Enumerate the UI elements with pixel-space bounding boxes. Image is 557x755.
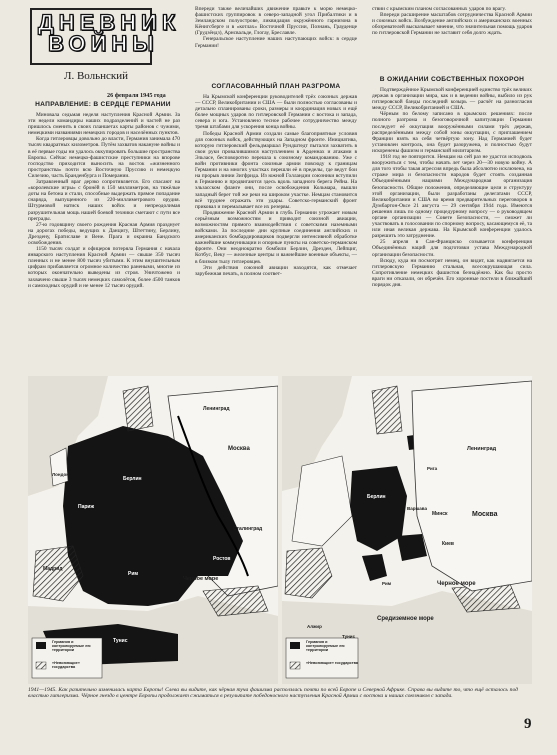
map1-legend-neutral: «Невоюющие» государства: [52, 661, 80, 670]
page-number: 9: [524, 716, 532, 732]
map-europe-1945-graphic: [282, 376, 532, 684]
col2-heading: СОГЛАСОВАННЫЙ ПЛАН РАЗГРОМА: [211, 83, 341, 90]
col1-paragraph: Миновала седьмая неделя наступления Красной Армии. За эти недели командиры наших подразделений и частей не раз пришлось сменить в своих планшетах карты районов с чужими, немецкими названиями немецких городов и населённых пунктов.: [28, 112, 180, 137]
col3-paragraph: Всюду, куда ни посмотрит немец, он видит, как надвигается на гитлеровскую Германию стальная, всесокрушающая сила. Сопротивление немецких фашистов безнадёжно. Как бы просто враги ни отказали, он обречён. Его хоронные постели в ближайший порядок дня.: [372, 257, 532, 288]
map-europe-1941: [28, 376, 278, 684]
map2-label-leningrad: Ленинград: [467, 446, 497, 452]
map1-label-berlin: Берлин: [123, 476, 142, 482]
map2-label-minsk: Минск: [432, 511, 448, 517]
map2-label-tunis: Тунис: [342, 634, 356, 639]
col2-body: [195, 94, 357, 370]
map2-legend-neutral: «Невоюющие» государства: [306, 661, 359, 665]
map1-label-rostov: Ростов: [213, 556, 231, 562]
col2-top-text2: Генеральское наступление наших наступающих войск: в сердце Германии!: [195, 36, 357, 49]
map1-label-madrid: Мадрид: [43, 566, 63, 572]
col2-top: [195, 6, 357, 79]
map2-label-algiers: Алжир: [307, 624, 322, 629]
map-europe-1945: [282, 376, 532, 684]
col3-paragraph: 25 апреля в Сан-Франциско созывается конференция Объединённых наций для подготовки устава Международной организации безопасности.: [372, 239, 532, 258]
col3-paragraph: Подтверждённое Крымской конференцией единство трёх великих держав в организации мира, как и в ведении войны, выбило из рук гитлеровской банды последний козырь — расчёт на разногласия между СССР, Великобританией и США.: [372, 87, 532, 112]
map2-label-berlin: Берлин: [367, 494, 386, 500]
map1-label-tunis: Тунис: [113, 638, 128, 644]
map1-label-london: Лондон: [52, 472, 69, 477]
map1-label-leningrad: Ленинград: [203, 406, 230, 412]
col3-paragraph: 1918 год не повторится. Немцам на сей раз не удастся исподволь вооружиться с тем, чтобы начать лет через 20—30 новую войну. А для того чтобы такая агрессия впредь была абсолютно исключена, на страже мира и безопасности народов будет стоять созданная Объединёнными нациями Международная организация безопасности. Общие положения, определяющие цели и структуру этой организации, были разработаны делегатами СССР, Великобритании и США во время предварительных переговоров в Думбартон-Оксе 21 августа — 29 сентября 1944 года. Имеются решения лишь по одному процедурному вопросу — о руководящем органе организации — Совете Безопасности, — сможет ли участвовать в голосовании по спорному вопросу, касающемуся её, та или иная великая держава. На Крымской конференции удалось разрешить это затруднение.: [372, 154, 532, 240]
col3-heading: В ОЖИДАНИИ СОБСТВЕННЫХ ПОХОРОН: [379, 76, 525, 83]
col3-body: [372, 87, 532, 370]
map1-label-stalingrad: Сталинград: [233, 526, 263, 532]
map2-legend-germany: Германия и контролируемые ею территории: [306, 640, 345, 653]
map1-label-rome: Рим: [128, 571, 139, 577]
map2-label-black-sea: Черное море: [437, 581, 476, 587]
map2-label-mediterranean: Средиземное море: [377, 616, 434, 622]
col1-body: [28, 112, 180, 370]
author-name: Л. Вольнский: [64, 70, 129, 82]
col3-top-text2: Впереди расширение масштабов сотрудничества Красной Армии и союзных войск. Возбуждение английских и американских военных обозревателей высказывает мнение, что значительная помощь ударов по гитлеровской Германии не заставит себя долго ждать.: [372, 12, 532, 37]
map1-label-black-sea: Черное море: [183, 576, 219, 582]
col1-paragraph: 27-ю годовщину своего рождения Красная Армия празднует на дорогах победы, ведущих к Данцигу, Штеттину, Берлину, Дрездену, Братиславе и Вене. Прага и окраина Бандского освобождения.: [28, 221, 180, 246]
col3-paragraph: Чёрным по белому записано в крымских решениях: после полного разгрома и безоговорочной капитуляции Германии последует её оккупация вооружёнными силами трёх держав, распределёнными между собой зоны оккупации, с приглашением Франции взять на себя четвёртую зону. Над Германией будет установлен контроль, она будет разоружена, и полностью будут искоренены фашизм и германский милитаризм.: [372, 111, 532, 154]
col2-paragraph: На Крымской конференции руководителей трёх союзных держав — СССР, Великобритании и США — были полностью согласованы и детально спланированы сроки, размеры и координация новых и ещё более мощных ударов по гитлеровской Германии с востока и запада, севера и юга. Установлено тесное рабочее сотрудничество между тремя штабами для ускорения конца войны.: [195, 94, 357, 131]
map2-label-warsaw: Варшава: [407, 506, 427, 511]
col2-paragraph: Эти действия союзной авиации находятся, как отмечает зарубежная печать, в полном соответ-: [195, 264, 357, 277]
dateline: 26 февраля 1945 года: [107, 92, 166, 99]
col1-heading: НАПРАВЛЕНИЕ: В СЕРДЦЕ ГЕРМАНИИ: [35, 101, 171, 108]
map1-legend-germany: Германия и контролируемые ею территории: [52, 640, 91, 653]
map2-label-riga: Рига: [427, 466, 438, 471]
masthead: [30, 8, 181, 65]
map1-label-paris: Париж: [78, 504, 95, 510]
map2-label-moscow: Москва: [472, 511, 498, 518]
col2-paragraph: Победы Красной Армии создали самые благоприятные условия для союзных войск, действующих на Западном фронте. Инициатива, которую гитлеровский фельдмаршал Рундштедт пытался захватить в свои руки провалившимся наступлением в Арденнах и атаками в Эльзасе, бесповоротно перешла к союзному командованию. Уже с войн противники фронта союзные армии повсюду к границам Германии и на многих участках перешли её в пределы, где ведут бои на прорыв линии Зигфрида. Из южной Голландии союзники вступили в Германию и продвигаются здесь вдоль западного берега Рейна. На эльзасском фланге они, после освобождения Кольмара, вышли западный берег той же реки на широком участке. Немцам становится всё труднее отражать эти удары. Советско-германский фронт приковал и перемалывает все их резервы.: [195, 130, 357, 210]
col1-paragraph: 1150 тысяч солдат и офицеров потеряла Германия с начала январского наступления Красной Армии — свыше 350 тысяч пленных и не менее 800 тысяч убитыми. К этим внушительным цифрам прибавляется огромное количество ранеными, многие из которых окончательно выведены из строя. Уничтожено и захвачено свыше 3 тысяч немецких самолётов, более 4500 танков и самоходных орудий и не менее 12 тысяч орудий.: [28, 246, 180, 289]
masthead-title-line2: ВОЙНЫ: [48, 31, 159, 56]
col2-paragraph: Продвижение Красной Армии в глубь Германии угрожает новым серьёзным возможностям и приводит союзной авиации, возможностям прямого взаимодействия с советскими наземными войсками. За последние дни крупные соединения английских и американских бомбардировщиков подвергли интенсивной обработке важнейшие коммуникации и опорные пункты на советско-германском фронте. Они неоднократно бомбили Берлин, Дрезден, Лейпциг, Котбус, Веку — железные центры и важнейшие военные объекты, — в близком тылу гитлеровцев.: [195, 209, 357, 265]
map1-label-moscow: Москва: [228, 446, 250, 452]
col2-top-text: Впереди также величайших движение правьте к морю немецко-фашистских группировок в северо-западной угол Прибалтики и в Земландском полуострове, ликвидация окружённого гарнизона в Кёнигсберге и в «котлах» Восточной Пруссии, Познань, Грауденце (Грудзёндз), Арнсвальде, Глогау, Бреславле.: [195, 6, 357, 37]
col3-top-text: ствии с крымским планом согласованных ударов по врагу.: [372, 6, 506, 12]
masthead-title-line1: ДНЕВНИК: [38, 10, 181, 35]
col1-paragraph: Когда гитлеровцы довольно до власти, Германия занимала 470 тысяч квадратных километров. Путём захватов накануне войны и в её первые годы ни удалось оккупировать большие пространства Европы. Сейчас немецко-фашистские преступники на впорове господство приходится выносить на восток «жизненного пространства» почти всю Восточную Пруссию и немецкую Силезию, часть Бранденбурга и Померании.: [28, 136, 180, 179]
maps-caption: 1941—1945. Как разительно изменилась карта Европы! Слева вы видите, как чёрная туча фашизма расползлась почти по всей Европе и Северной Африке. Справа вы видите то, что ещё осталось под властью гитлеризма. Чёрное гнездо в центре Европы продолжает сжиматься в результате победоносного наступления Красной Армии с востока и наших союзников с запада.: [28, 687, 518, 700]
map2-label-rome: Рим: [382, 581, 392, 586]
col3-top: [372, 6, 532, 72]
col1-paragraph: Затравленный враг дерзко сопротивляется. Его спасают на «королевские игры» с бронёй в 150 миллиметров, на тяжёлые доты на бетона и стали, способные выдержать прямое попадание снаряда, выпущенного из 220-миллиметрового орудия. Штурмовой натиск наших войск и непреодолимая разрушительная мощь нашей боевой техники сметают с пути все преграды.: [28, 179, 180, 222]
map2-label-kiev: Киев: [442, 541, 454, 547]
